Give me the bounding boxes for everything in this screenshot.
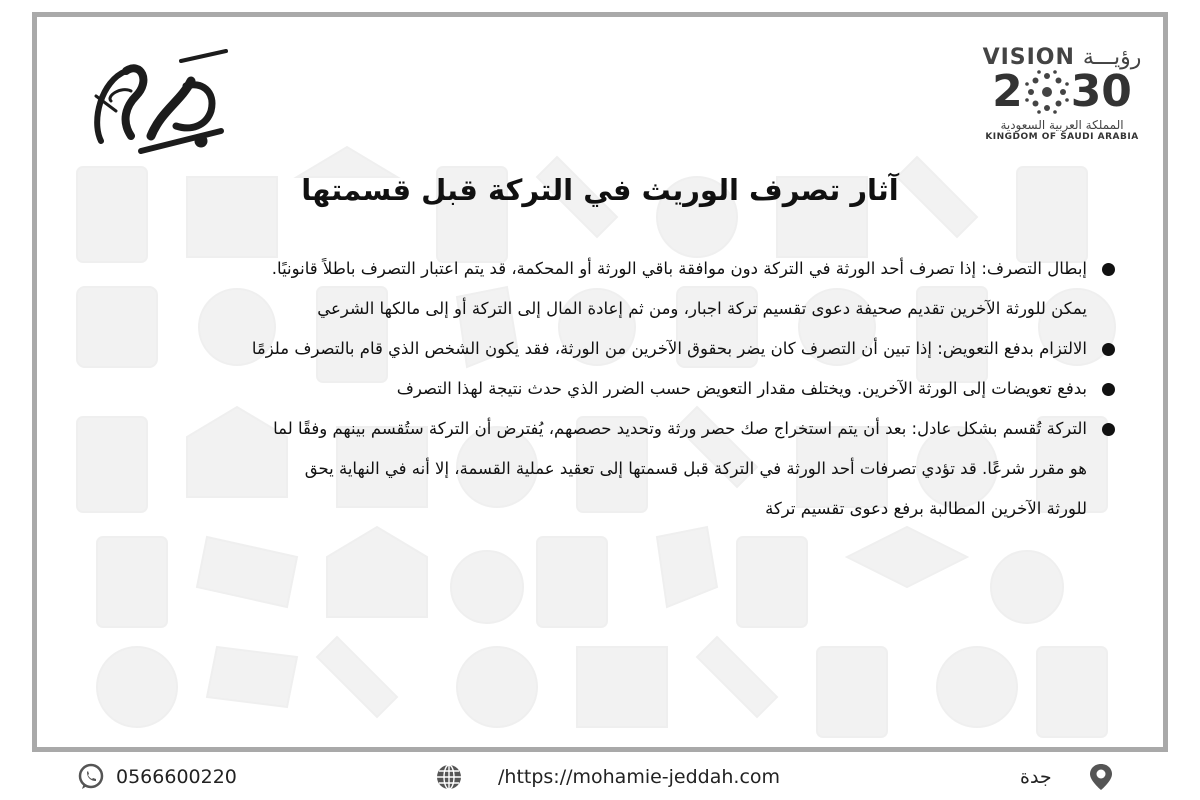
bullet-item	[61, 249, 1121, 329]
bullet-line: بدفع تعويضات إلى الورثة الآخرين. ويختلف مقدار التعويض حسب الضرر الذي حدث نتيجة لهذا التصرف	[396, 379, 1087, 398]
mohami-calligraphy-logo	[81, 41, 231, 159]
vision-en-text: VISION	[982, 45, 1075, 70]
footer-location[interactable]	[1020, 762, 1116, 792]
vision-year-right: 30	[1070, 66, 1132, 117]
bullet-item	[61, 409, 1121, 529]
phone-number: 0566600220	[116, 766, 237, 788]
footer-website[interactable]	[434, 762, 780, 792]
bullet-dot-icon	[1102, 423, 1115, 436]
bullet-item	[61, 329, 1121, 369]
bullet-dot-icon	[1102, 263, 1115, 276]
globe-icon	[434, 762, 464, 792]
bullet-item	[61, 369, 1121, 409]
footer-bar	[0, 755, 1200, 800]
content-frame	[32, 12, 1168, 752]
bullet-dot-icon	[1102, 343, 1115, 356]
bullet-line: إبطال التصرف: إذا تصرف أحد الورثة في التركة دون موافقة باقي الورثة أو المحكمة، قد يتم اعتبار التصرف باطلاً قانونيًا.	[271, 259, 1087, 278]
bullet-line: للورثة الآخرين المطالبة برفع دعوى تقسيم تركة	[765, 499, 1087, 518]
footer-phone[interactable]	[76, 762, 237, 792]
bullet-dot-icon	[1102, 383, 1115, 396]
vision-ar-text: رؤيـــة	[1082, 45, 1142, 70]
kingdom-ar-text: المملكة العربية السعودية	[1000, 118, 1124, 132]
page-title: آثار تصرف الوريث في التركة قبل قسمتها	[301, 173, 899, 207]
location-text: جدة	[1020, 766, 1052, 788]
article-body	[61, 249, 1121, 529]
kingdom-en-text: KINGDOM OF SAUDI ARABIA	[985, 132, 1139, 142]
vision-year-left: 2	[992, 66, 1023, 117]
website-url: /https://mohamie-jeddah.com	[498, 766, 781, 788]
saudi-emblem-icon	[1023, 68, 1071, 116]
bullet-line: هو مقرر شرعًا. قد تؤدي تصرفات أحد الورثة في التركة قبل قسمتها إلى تعقيد عملية القسمة، إلا أنه في النهاية يحق	[304, 459, 1087, 478]
location-pin-icon	[1086, 762, 1116, 792]
bullet-line: الالتزام بدفع التعويض: إذا تبين أن التصرف كان يضر بحقوق الآخرين من الورثة، فقد يكون الشخص الذي قام بالتصرف ملزمًا	[251, 339, 1087, 358]
bullet-line: يمكن للورثة الآخرين تقديم صحيفة دعوى تقسيم تركة اجبار، ومن ثم إعادة المال إلى التركة أو إلى مالكها الشرعي	[317, 299, 1087, 318]
vision-2030-logo	[977, 45, 1147, 155]
whatsapp-icon	[76, 762, 106, 792]
bullet-line: التركة تُقسم بشكل عادل: بعد أن يتم استخراج صك حصر ورثة وتحديد حصصهم، يُفترض أن التركة ستُقسم بينهم وفقًا لما	[273, 419, 1087, 438]
